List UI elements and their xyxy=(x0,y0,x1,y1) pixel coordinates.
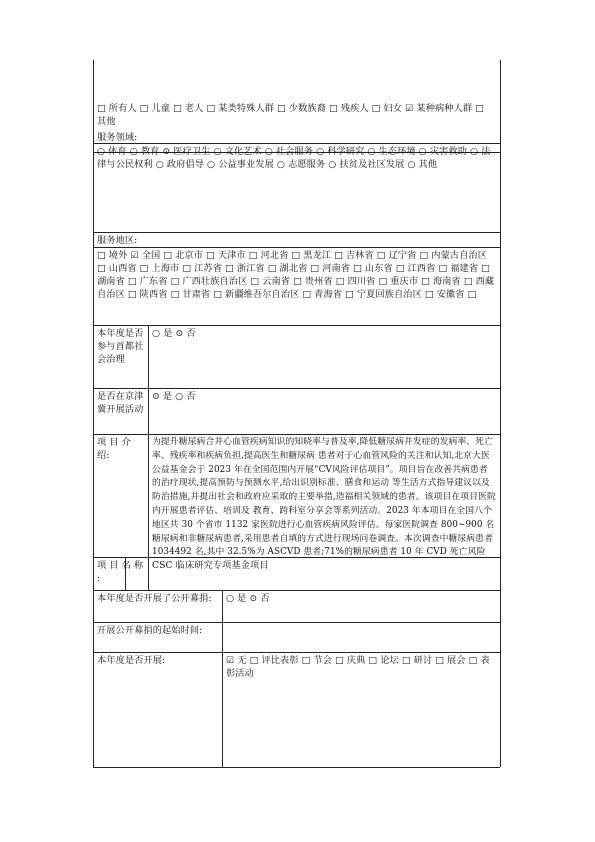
fundraising-start-value[interactable] xyxy=(222,624,500,652)
service-region-options[interactable]: □ 境外 ☑ 全国 □ 北京市 □ 天津市 □ 河北省 □ 黑龙江 □ 吉林省 □ 辽宁省 □ 内蒙古自治区 □ 山西省 □ 上海市 □ 江苏省 □ 浙江省 □ 湖北省 □ 河南省 □ 山东省 □ 江西省 □ 福建省 □ 湖南省 □ 广东省 □ 广西壮族自治区 □ 云南省 □ 贵州省 □ 四川省 □ 重庆市 □ 海南省 □ 西藏自治区 □ 陕西省 □ 甘肃省 □ 新疆维吾尔自治区 □ 青海省 □ 宁夏回族自治区 □ 安徽省 □ xyxy=(97,250,495,300)
activities-options[interactable]: ☑ 无 □ 评比表彰 □ 节会 □ 庆典 □ 论坛 □ 研讨 □ 展会 □ 表彰活动 xyxy=(226,655,490,679)
service-field-options[interactable]: ○ 体育 ○ 教育 ⊙ 医疗卫生 ○ 文化艺术 ○ 社会服务 ○ 科学研究 ○ 生态环境 ○ 灾害救助 ○ 法律与公民权利 ○ 政府倡导 ○ 公益事业发展 ○ 志愿服务 ○ 扶贫及社区发展 ○ 其他 xyxy=(97,146,491,170)
service-region-label: 服务地区: xyxy=(97,235,138,246)
capital-governance-label: 本年度是否参与首都社会治理 xyxy=(97,328,144,365)
jingjinji-label: 是否在京津冀开展活动 xyxy=(97,391,144,415)
project-intro-text: 为提升糖尿病合并心血管疾病知识的知晓率与普及率,降低糖尿病并发症的发病率、死亡率、残疾率和疾病负担,提高医生和糖尿病 患者对于心血管风险的关注和认知,北京大医公益基金会于 2023 年在全国范围内开展“CV风险评估项目”。项目旨在改善共病患者的治疗现状,提高预防与预测水平,给出识别标准、膳食和运动 等生活方式指导建议以及防治措施,并提出社会和政府应采取的主要举措,造福相关领域的患者。该项目在项目医院内开展患者评估、培训及 教育、跨科室分享会等系列活动。2023 年本项目在全国八个地区共 30 个省市 1132 家医院进行心血管疾病风险评估。每家医院调查 800~900 名糖尿病和非糖尿病患者,采用患者自填的方式进行现场问卷调查。本次调查中糖尿病患者 1034492 名,其中 32.5%为 ASCVD 患者;71%的糖尿病患者 10 年 CVD 死亡风险 xyxy=(152,437,496,557)
project-name-label: 项 目 名 称 : xyxy=(97,560,147,584)
project-name-value: CSC 临床研究专项基金项目 xyxy=(152,560,269,571)
capital-governance-radio[interactable]: ○ 是 ⊙ 否 xyxy=(152,328,196,339)
rule-capital-end xyxy=(93,388,500,389)
rule-right xyxy=(500,60,501,767)
rule-bottom xyxy=(93,767,500,768)
fundraising-start-label: 开展公开募捐的起始时间: xyxy=(97,625,203,636)
rule-start-end xyxy=(93,652,500,653)
target-groups-options[interactable]: □ 所有人 □ 儿童 □ 老人 □ 某类特殊人群 □ 少数族裔 □ 残疾人 □ 妇女 ☑ 某种病种人群 □ 其他 xyxy=(97,103,487,127)
rule-name-end xyxy=(93,590,500,591)
project-intro-label: 项 目 介 绍: xyxy=(97,437,134,461)
rule-intro-end xyxy=(93,557,500,558)
public-fundraising-label: 本年度是否开展了公开募捐: xyxy=(97,593,212,604)
activities-label: 本年度是否开展: xyxy=(97,655,166,666)
service-field-label: 服务领域: xyxy=(97,132,138,143)
rule-service-region xyxy=(93,247,500,248)
rule-jingjinji-end xyxy=(93,434,500,435)
jingjinji-radio[interactable]: ⊙ 是 ○ 否 xyxy=(152,391,196,402)
public-fundraising-radio[interactable]: ○ 是 ⊙ 否 xyxy=(226,593,270,604)
rule-service-field-options xyxy=(93,232,500,233)
rule-fundraising-end xyxy=(93,622,500,623)
